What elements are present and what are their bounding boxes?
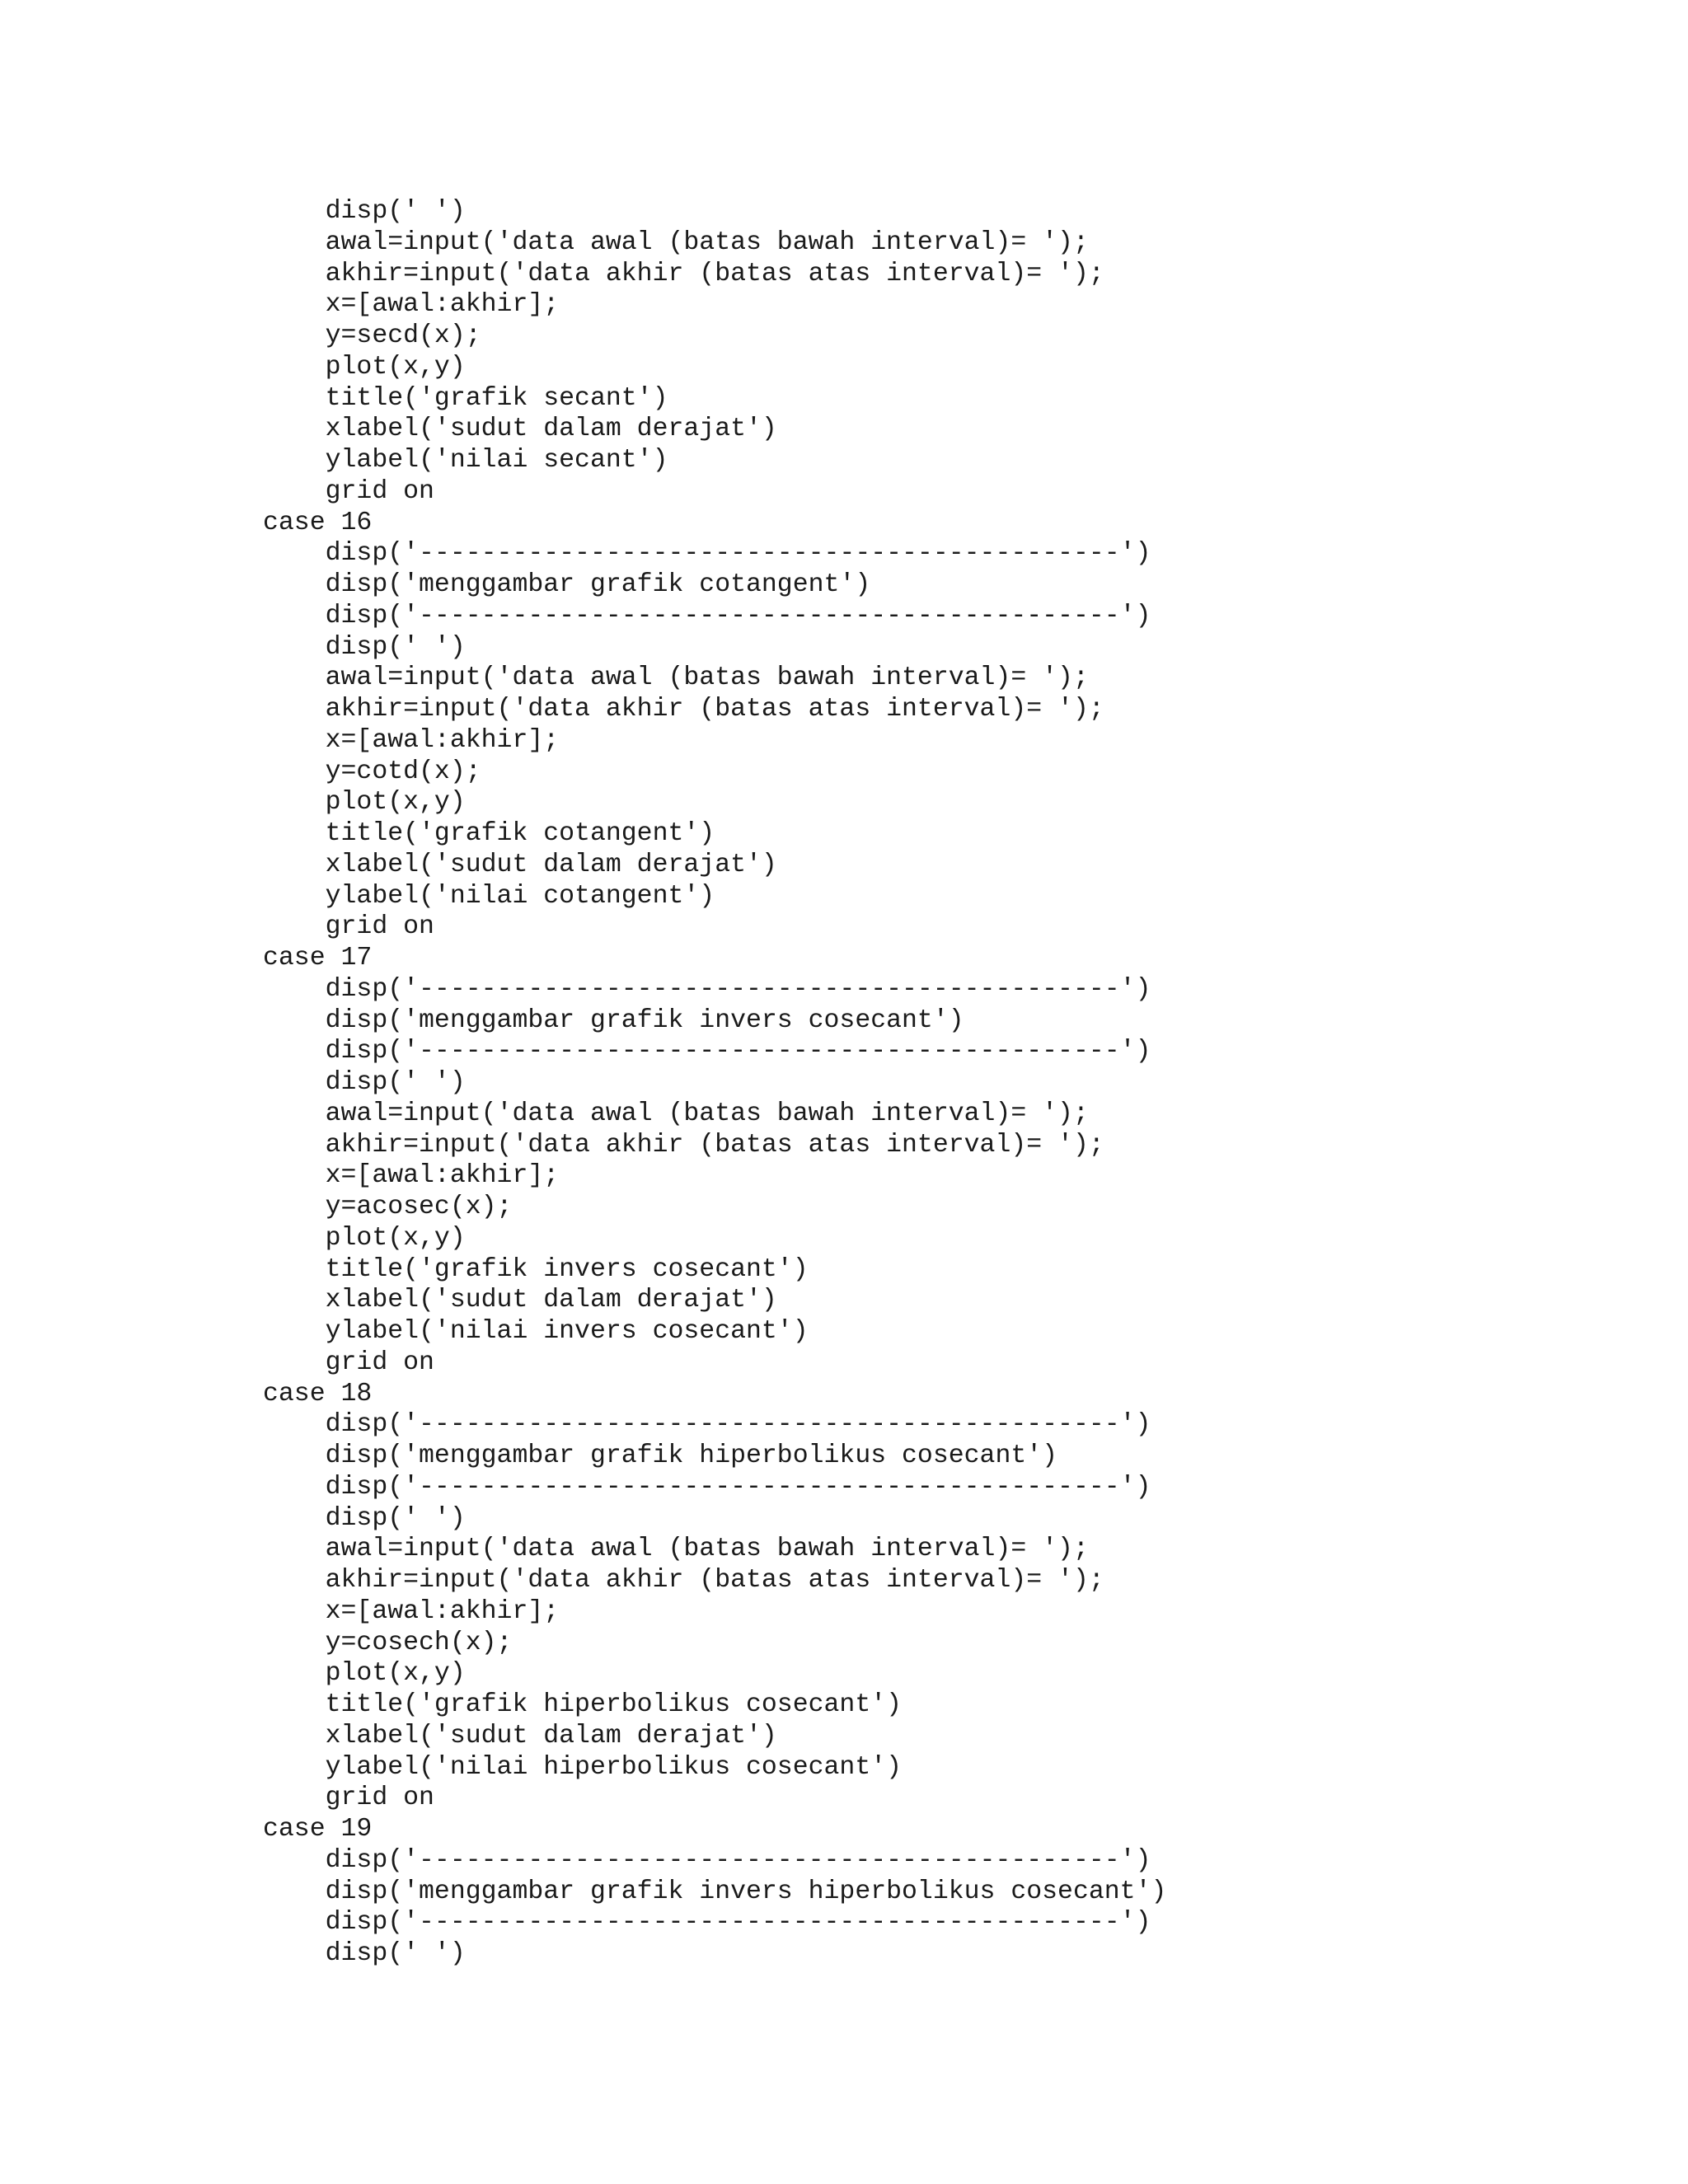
code-line: plot(x,y): [263, 1223, 466, 1253]
code-line: x=[awal:akhir];: [263, 1596, 560, 1626]
code-line: akhir=input('data akhir (batas atas interval)= ');: [263, 1566, 1104, 1595]
code-line: disp('---------------------------------------------'): [263, 1037, 1151, 1066]
code-line: x=[awal:akhir];: [263, 290, 560, 320]
code-line: xlabel('sudut dalam derajat'): [263, 850, 777, 879]
code-line: disp('---------------------------------------------'): [263, 974, 1151, 1004]
code-line: disp(' '): [263, 632, 466, 662]
code-line: title('grafik secant'): [263, 383, 668, 413]
code-line: x=[awal:akhir];: [263, 725, 560, 755]
code-line: awal=input('data awal (batas bawah interval)= ');: [263, 663, 1089, 693]
code-line: plot(x,y): [263, 1659, 466, 1689]
code-line: disp(' '): [263, 1939, 466, 1968]
code-line: xlabel('sudut dalam derajat'): [263, 1721, 777, 1750]
code-line: xlabel('sudut dalam derajat'): [263, 1286, 777, 1315]
code-line: title('grafik cotangent'): [263, 819, 715, 848]
code-line: ylabel('nilai invers cosecant'): [263, 1317, 809, 1346]
code-line: y=cosech(x);: [263, 1628, 513, 1657]
code-line: disp('---------------------------------------------'): [263, 1472, 1151, 1502]
code-line: awal=input('data awal (batas bawah interval)= ');: [263, 1099, 1089, 1128]
code-line: xlabel('sudut dalam derajat'): [263, 415, 777, 444]
code-line: plot(x,y): [263, 788, 466, 818]
code-line: awal=input('data awal (batas bawah interval)= ');: [263, 1535, 1089, 1564]
code-line: disp(' '): [263, 197, 466, 226]
code-line: grid on: [263, 476, 434, 506]
code-line: disp(' '): [263, 1503, 466, 1533]
code-line: title('grafik hiperbolikus cosecant'): [263, 1690, 903, 1719]
code-line: title('grafik invers cosecant'): [263, 1254, 809, 1284]
code-line: akhir=input('data akhir (batas atas interval)= ');: [263, 259, 1104, 288]
code-line: disp('---------------------------------------------'): [263, 1410, 1151, 1440]
code-line: plot(x,y): [263, 352, 466, 382]
code-line: disp('menggambar grafik hiperbolikus cosecant'): [263, 1441, 1058, 1470]
code-line: disp('---------------------------------------------'): [263, 539, 1151, 569]
code-line: disp('menggambar grafik invers cosecant'): [263, 1005, 964, 1035]
code-line: case 17: [263, 944, 373, 972]
code-line: disp(' '): [263, 1068, 466, 1097]
code-line: disp('menggambar grafik invers hiperbolikus cosecant'): [263, 1877, 1167, 1906]
code-line: awal=input('data awal (batas bawah interval)= ');: [263, 227, 1089, 257]
code-line: disp('---------------------------------------------'): [263, 601, 1151, 630]
code-line: ylabel('nilai cotangent'): [263, 881, 715, 911]
code-line: akhir=input('data akhir (batas atas interval)= ');: [263, 1130, 1104, 1160]
code-line: grid on: [263, 912, 434, 942]
code-line: y=acosec(x);: [263, 1193, 513, 1221]
code-line: case 16: [263, 508, 373, 537]
code-line: disp('---------------------------------------------'): [263, 1908, 1151, 1938]
code-line: y=cotd(x);: [263, 757, 481, 786]
code-listing: [263, 196, 1166, 1970]
code-line: disp('menggambar grafik cotangent'): [263, 570, 871, 599]
code-line: akhir=input('data akhir (batas atas interval)= ');: [263, 695, 1104, 724]
code-line: grid on: [263, 1783, 434, 1813]
code-line: ylabel('nilai secant'): [263, 446, 668, 475]
code-line: case 19: [263, 1815, 373, 1844]
code-line: case 18: [263, 1379, 373, 1408]
code-line: disp('---------------------------------------------'): [263, 1845, 1151, 1875]
code-line: grid on: [263, 1347, 434, 1377]
code-line: ylabel('nilai hiperbolikus cosecant'): [263, 1752, 903, 1782]
code-line: x=[awal:akhir];: [263, 1161, 560, 1191]
code-line: y=secd(x);: [263, 321, 481, 350]
